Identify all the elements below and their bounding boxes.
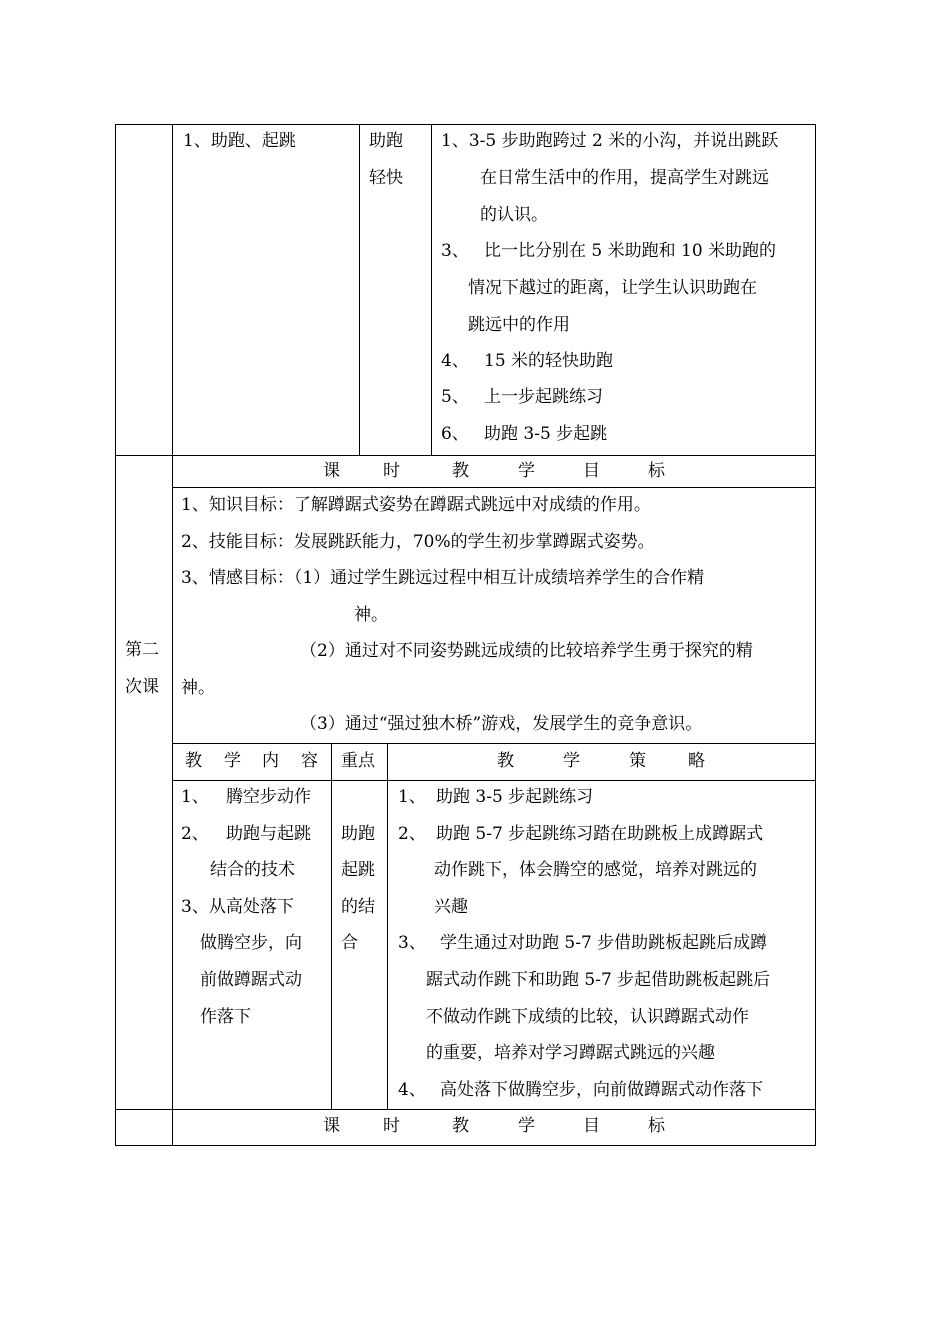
rule [387, 743, 388, 1110]
header-key: 重点 [341, 751, 375, 771]
content-line: 3、从高处落下 [181, 897, 294, 917]
objective-line: 3、情感目标：（1）通过学生跳远过程中相互计成绩培养学生的合作精 [181, 568, 705, 588]
list-number: 5、 [441, 387, 469, 407]
strategy-line: 的重要，培养对学习蹲踞式跳远的兴趣 [426, 1043, 715, 1063]
strategy-line: 高处落下做腾空步，向前做蹲踞式动作落下 [440, 1080, 763, 1100]
rule-bottom [115, 1145, 816, 1146]
list-number: 1、 [398, 787, 426, 807]
rule [115, 455, 816, 456]
rule-top [115, 124, 816, 125]
header-char: 教 [452, 461, 469, 481]
content-line: 前做蹲踞式动 [200, 970, 302, 990]
header-char: 标 [648, 461, 665, 481]
header-char: 课 [323, 1116, 340, 1136]
list-number: 4、 [398, 1080, 426, 1100]
strategy-line: 情况下越过的距离，让学生认识助跑在 [468, 278, 757, 298]
objective-line: 1、知识目标：了解蹲踞式姿势在蹲踞式跳远中对成绩的作用。 [181, 495, 651, 515]
rule [172, 124, 173, 1146]
key-point: 助跑 [341, 824, 375, 844]
content-line: 助跑与起跳 [226, 824, 311, 844]
rule [172, 780, 816, 781]
rule [431, 124, 432, 456]
content-line: 结合的技术 [210, 860, 295, 880]
strategy-line: 兴趣 [434, 897, 468, 917]
list-number: 2、 [398, 824, 426, 844]
header-char: 目 [583, 1116, 600, 1136]
strategy-line: 动作跳下，体会腾空的感觉，培养对跳远的 [434, 860, 757, 880]
header-char: 容 [301, 751, 318, 771]
key-point: 起跳 [341, 860, 375, 880]
strategy-line: 15 米的轻快助跑 [484, 351, 614, 371]
header-char: 策 [629, 751, 646, 771]
objective-line: （2）通过对不同姿势跳远成绩的比较培养学生勇于探究的精 [300, 641, 753, 661]
list-number: 6、 [441, 424, 469, 444]
strategy-line: 上一步起跳练习 [484, 387, 603, 407]
header-char: 时 [383, 1116, 400, 1136]
header-char: 目 [583, 461, 600, 481]
lesson-label: 第二 [125, 640, 159, 660]
objective-line: 神。 [181, 678, 215, 698]
list-number: 1、 [181, 787, 209, 807]
strategy-line: 不做动作跳下成绩的比较，认识蹲踞式动作 [426, 1007, 749, 1027]
header-char: 教 [452, 1116, 469, 1136]
rule [172, 487, 816, 488]
list-number: 2、 [181, 824, 209, 844]
strategy-line: 比一比分别在 5 米助跑和 10 米助跑的 [484, 241, 777, 261]
rule [331, 743, 332, 1110]
objective-line: 神。 [354, 605, 388, 625]
strategy-line: 助跑 5-7 步起跳练习踏在助跳板上成蹲踞式 [436, 824, 764, 844]
content-text: 1、助跑、起跳 [183, 131, 296, 151]
header-char: 学 [563, 751, 580, 771]
strategy-line: 在日常生活中的作用，提高学生对跳远 [480, 168, 769, 188]
rule [172, 743, 816, 744]
header-char: 课 [323, 461, 340, 481]
rule-left [115, 124, 116, 1146]
strategy-line: 跳远中的作用 [468, 315, 570, 335]
header-char: 时 [383, 461, 400, 481]
content-line: 腾空步动作 [226, 787, 311, 807]
header-char: 学 [518, 461, 535, 481]
header-char: 学 [224, 751, 241, 771]
header-char: 学 [518, 1116, 535, 1136]
rule [359, 124, 360, 456]
strategy-line: 的认识。 [480, 205, 548, 225]
list-number: 3、 [398, 933, 426, 953]
strategy-line: 踞式动作跳下和助跑 5-7 步起借助跳板起跳后 [426, 970, 771, 990]
list-number: 3、 [441, 241, 469, 261]
strategy-line: 助跑 3-5 步起跳 [484, 424, 608, 444]
key-point: 助跑 [369, 131, 403, 151]
strategy-line: 1、3-5 步助跑跨过 2 米的小沟，并说出跳跃 [441, 131, 779, 151]
lesson-label: 次课 [125, 677, 159, 697]
header-char: 标 [648, 1116, 665, 1136]
objective-line: 2、技能目标：发展跳跃能力，70%的学生初步掌蹲踞式姿势。 [181, 532, 655, 552]
rule [115, 1109, 816, 1110]
key-point: 轻快 [369, 168, 403, 188]
key-point: 合 [341, 933, 358, 953]
list-number: 4、 [441, 351, 469, 371]
header-char: 略 [688, 751, 705, 771]
header-char: 内 [262, 751, 279, 771]
strategy-line: 学生通过对助跑 5-7 步借助跳板起跳后成蹲 [440, 933, 768, 953]
strategy-line: 助跑 3-5 步起跳练习 [436, 787, 594, 807]
content-line: 做腾空步，向 [200, 933, 302, 953]
header-char: 教 [497, 751, 514, 771]
content-line: 作落下 [200, 1007, 251, 1027]
header-char: 教 [185, 751, 202, 771]
objective-line: （3）通过“强过独木桥”游戏，发展学生的竞争意识。 [300, 714, 703, 734]
rule-right [815, 124, 816, 1146]
key-point: 的结 [341, 897, 375, 917]
